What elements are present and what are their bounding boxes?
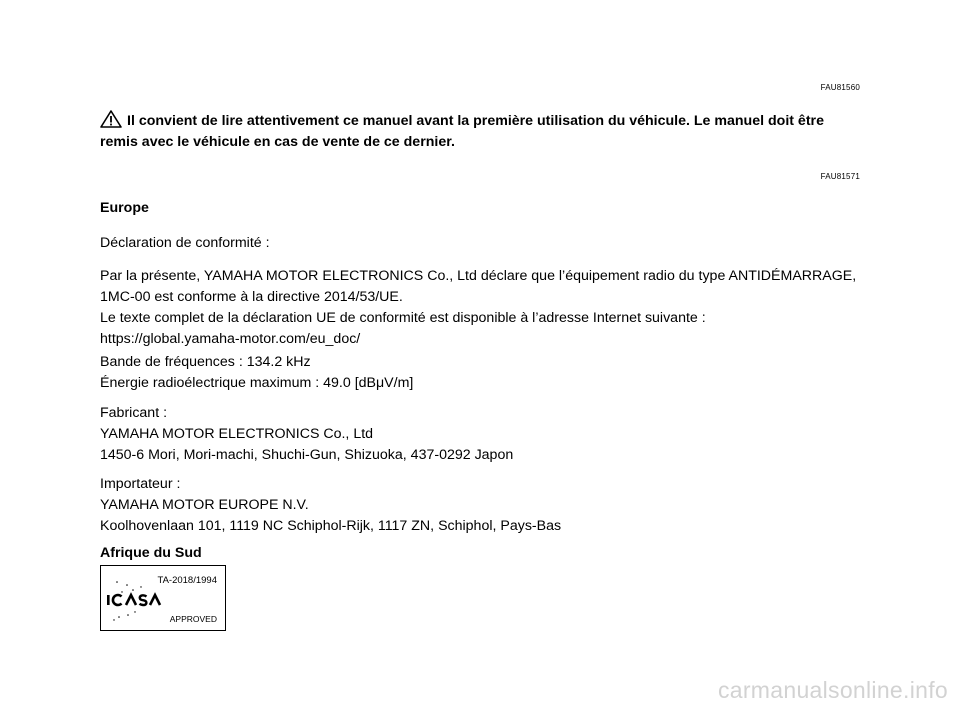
manufacturer-name: YAMAHA MOTOR ELECTRONICS Co., Ltd: [100, 426, 374, 442]
watermark: carmanualsonline.info: [717, 677, 948, 703]
importer-name: YAMAHA MOTOR EUROPE N.V.: [100, 497, 309, 513]
certificate-number: TA-2018/1994: [157, 575, 217, 586]
section-code-europe: FAU81571: [820, 172, 860, 181]
manufacturer-block: [100, 403, 880, 466]
frequency-band: Bande de fréquences : 134.2 kHz: [100, 354, 311, 370]
south-africa-heading: Afrique du Sud: [100, 545, 202, 561]
warning-notice: [100, 110, 862, 153]
europe-heading: Europe: [100, 200, 149, 216]
warning-text: Il convient de lire attentivement ce manuel avant la première utilisation du véhicule. Le manuel doit être remis avec le véhicule en cas de vente de ce dernier.: [100, 113, 824, 150]
declaration-label: Déclaration de conformité :: [100, 235, 270, 251]
max-power: Énergie radioélectrique maximum : 49.0 [dBμV/m]: [100, 375, 414, 391]
importer-address: Koolhovenlaan 101, 1119 NC Schiphol-Rijk, 1117 ZN, Schiphol, Pays-Bas: [100, 518, 562, 534]
warning-triangle-icon: [100, 110, 122, 128]
declaration-line: Le texte complet de la déclaration UE de conformité est disponible à l’adresse Internet suivante :: [100, 310, 706, 326]
declaration-line: Par la présente, YAMAHA MOTOR ELECTRONICS Co., Ltd déclare que l’équipement radio du type ANTIDÉMARRAGE,: [100, 268, 857, 284]
importer-block: [100, 474, 880, 537]
declaration-paragraph: [100, 266, 880, 350]
declaration-line: 1MC-00 est conforme à la directive 2014/53/UE.: [100, 289, 403, 305]
declaration-url: https://global.yamaha-motor.com/eu_doc/: [100, 331, 361, 347]
icasa-approval-label: [100, 565, 226, 631]
approval-text: APPROVED: [169, 614, 217, 624]
manufacturer-address: 1450-6 Mori, Mori-machi, Shuchi-Gun, Shizuoka, 437-0292 Japon: [100, 447, 514, 463]
radio-specs: [100, 352, 880, 394]
importer-label: Importateur :: [100, 476, 181, 492]
section-code-warning: FAU81560: [820, 83, 860, 92]
manufacturer-label: Fabricant :: [100, 405, 168, 421]
